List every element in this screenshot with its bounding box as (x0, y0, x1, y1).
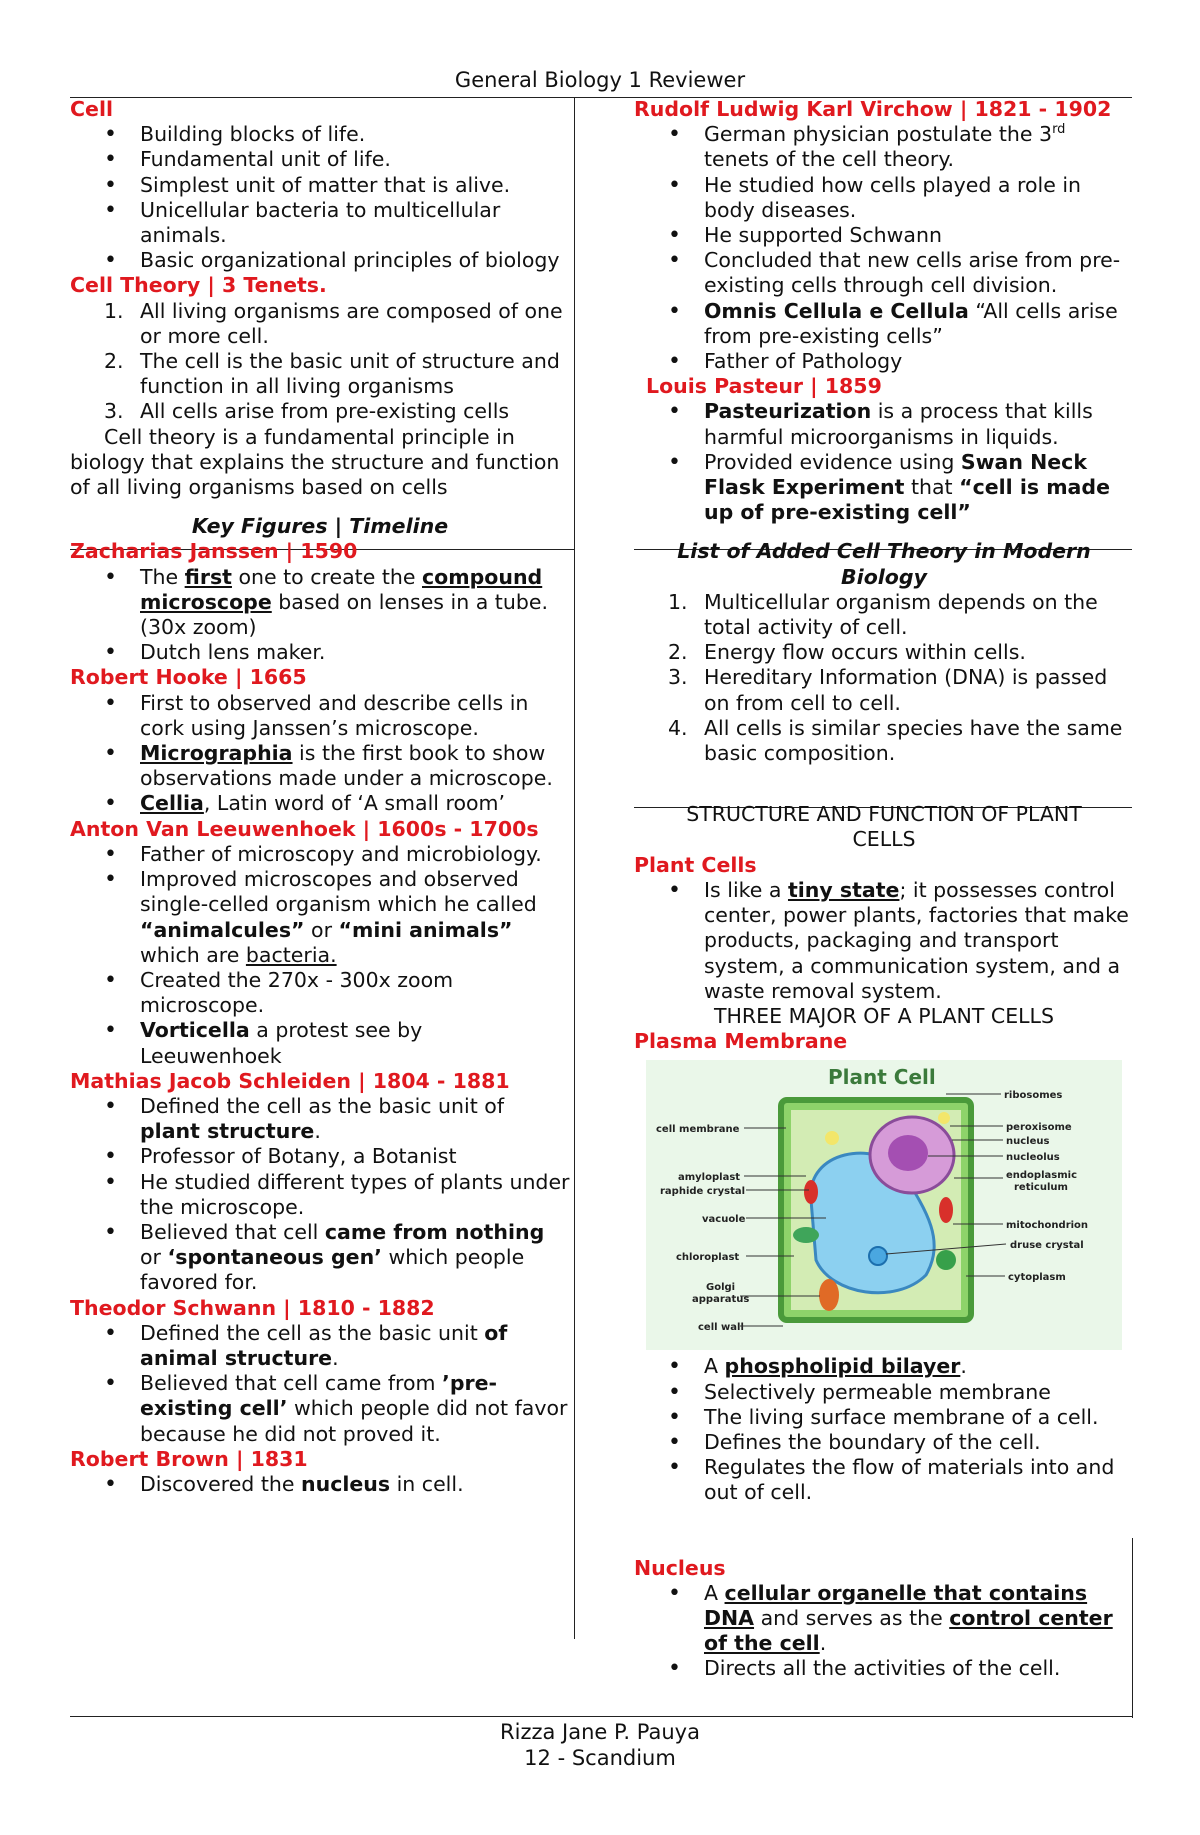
plant-cells-heading: Plant Cells (634, 852, 757, 877)
list-item: • Provided evidence using Swan Neck Flask Experiment that “cell is made up of pre-existing cell” (634, 450, 1134, 526)
label-ribosomes: ribosomes (1004, 1090, 1063, 1102)
timeline-heading: Key Figures | Timeline (191, 514, 449, 539)
list-item: 2. Energy flow occurs within cells. (668, 640, 1026, 665)
label-druse: druse crystal (1010, 1240, 1084, 1252)
label-golgi-2: apparatus (692, 1294, 750, 1306)
pasteur-list (634, 399, 1134, 525)
list-item: • Simplest unit of matter that is alive. (70, 173, 570, 198)
list-item: • Concluded that new cells arise from pre-existing cells through cell division. (634, 248, 1134, 298)
list-item: • The first one to create the compound microscope based on lenses in a tube. (30x zoom) (70, 565, 570, 641)
list-item: • Defined the cell as the basic unit of plant structure. (70, 1094, 570, 1144)
list-item: • Defined the cell as the basic unit of animal structure. (70, 1321, 570, 1371)
nucleus-list (634, 1581, 1134, 1682)
list-item: • Pasteurization is a process that kills harmful microorganisms in liquids. (634, 399, 1134, 449)
plant-cell-diagram (646, 1060, 1122, 1350)
label-golgi-1: Golgi (706, 1282, 736, 1294)
diagram-title: Plant Cell (828, 1065, 936, 1090)
list-item: 2. The cell is the basic unit of structure and function in all living organisms (104, 349, 560, 399)
pasteur-heading: Louis Pasteur | 1859 (646, 374, 882, 399)
label-chloroplast: chloroplast (676, 1252, 740, 1264)
list-item: • A cellular organelle that contains DNA and serves as the control center of the cell. (634, 1581, 1134, 1657)
label-raphide: raphide crystal (660, 1186, 746, 1198)
cell-heading: Cell (70, 97, 114, 121)
page-title: General Biology 1 Reviewer (454, 68, 746, 92)
list-item: • Directs all the activities of the cell. (634, 1656, 1134, 1681)
list-item: • First to observed and describe cells in cork using Janssen’s microscope. (70, 691, 570, 741)
hooke-list (70, 691, 570, 817)
list-item: • German physician postulate the 3rd tenets of the cell theory. (634, 122, 1134, 172)
plant-structure-heading: STRUCTURE AND FUNCTION OF PLANT CELLS (686, 802, 1082, 852)
list-item: • Building blocks of life. (70, 122, 570, 147)
label-cytoplasm: cytoplasm (1008, 1272, 1066, 1284)
list-item: • He supported Schwann (634, 223, 1134, 248)
list-item: • Regulates the flow of materials into and out of cell. (634, 1455, 1134, 1505)
label-cell-membrane: cell membrane (656, 1124, 740, 1136)
hooke-heading: Robert Hooke | 1665 (70, 665, 307, 690)
list-item: • Father of microscopy and microbiology. (70, 842, 570, 867)
list-item: • Improved microscopes and observed single-celled organism which he called “animalcules” or “mini animals” which are bacteria. (70, 867, 570, 968)
schwann-heading: Theodor Schwann | 1810 - 1882 (70, 1295, 435, 1320)
list-item: • Unicellular bacteria to multicellular animals. (70, 198, 570, 248)
nucleus-heading: Nucleus (634, 1555, 726, 1580)
janssen-heading: Zacharias Janssen | 1590 (70, 539, 358, 564)
right-column (634, 97, 1134, 1682)
three-major-heading: THREE MAJOR OF A PLANT CELLS (713, 1003, 1054, 1028)
added-theory-list (634, 590, 1134, 766)
list-item: • A phospholipid bilayer. (634, 1354, 1134, 1379)
label-er-2: reticulum (1014, 1182, 1068, 1194)
label-nucleolus: nucleolus (1006, 1152, 1060, 1164)
list-item: • Believed that cell came from ’pre-existing cell’ which people did not favor because he did not proved it. (70, 1371, 570, 1447)
list-item: • Omnis Cellula e Cellula “All cells arise from pre-existing cells” (634, 299, 1134, 349)
brown-heading: Robert Brown | 1831 (70, 1446, 308, 1471)
footer-rule (70, 1716, 1132, 1717)
label-nucleus: nucleus (1006, 1136, 1050, 1148)
leeuwenhoek-heading: Anton Van Leeuwenhoek | 1600s - 1700s (70, 816, 539, 841)
left-column (70, 97, 570, 1497)
list-item: • Cellia, Latin word of ‘A small room’ (70, 791, 570, 816)
added-theory-heading: List of Added Cell Theory in Modern Biology (677, 539, 1091, 589)
list-item: • He studied different types of plants under the microscope. (70, 1170, 570, 1220)
list-item: • Discovered the nucleus in cell. (70, 1472, 570, 1497)
plasma-membrane-heading: Plasma Membrane (634, 1029, 848, 1054)
list-item: • The living surface membrane of a cell. (634, 1405, 1134, 1430)
list-item: • Father of Pathology (634, 349, 1134, 374)
schwann-list (70, 1321, 570, 1447)
footer-section: 12 - Scandium (524, 1746, 676, 1770)
schleiden-list (70, 1094, 570, 1296)
brown-list (70, 1472, 570, 1497)
cell-theory-paragraph: Cell theory is a fundamental principle in biology that explains the structure and function of all living organisms based on cells (70, 424, 560, 500)
footer-name: Rizza Jane P. Pauya (500, 1720, 700, 1744)
plasma-membrane-list (634, 1354, 1134, 1505)
virchow-heading: Rudolf Ludwig Karl Virchow | 1821 - 1902 (634, 97, 1112, 121)
virchow-list (634, 122, 1134, 374)
label-mitochondrion: mitochondrion (1006, 1220, 1089, 1232)
list-item: • He studied how cells played a role in body diseases. (634, 173, 1134, 223)
leeuwenhoek-list (70, 842, 570, 1069)
label-peroxisome: peroxisome (1006, 1122, 1072, 1134)
column-divider (574, 97, 575, 1639)
label-vacuole: vacuole (702, 1214, 746, 1226)
list-item: 3. All cells arise from pre-existing cells (104, 399, 510, 424)
list-item: • Selectively permeable membrane (634, 1380, 1134, 1405)
label-amyloplast: amyloplast (678, 1172, 741, 1184)
list-item: 3. Hereditary Information (DNA) is passed on from cell to cell. (668, 665, 1108, 715)
list-item: • Vorticella a protest see by Leeuwenhoek (70, 1018, 570, 1068)
label-cell-wall: cell wall (698, 1322, 744, 1334)
list-item: 1. Multicellular organism depends on the total activity of cell. (668, 589, 1098, 640)
plant-cells-list (634, 878, 1134, 1004)
list-item: • Basic organizational principles of biology (70, 248, 570, 273)
list-item: • Is like a tiny state; it possesses control center, power plants, factories that make products, packaging and transport system, a communication system, and a waste removal system. (634, 878, 1134, 1004)
list-item: • Micrographia is the first book to show observations made under a microscope. (70, 741, 570, 791)
cell-list (70, 122, 570, 273)
list-item: • Dutch lens maker. (70, 640, 570, 665)
list-item: 1. All living organisms are composed of one or more cell. (104, 298, 563, 348)
label-er-1: endoplasmic (1006, 1170, 1077, 1182)
list-item: 4. All cells is similar species have the same basic composition. (668, 715, 1123, 766)
schleiden-heading: Mathias Jacob Schleiden | 1804 - 1881 (70, 1068, 510, 1093)
janssen-list (70, 565, 570, 666)
list-item: • Fundamental unit of life. (70, 147, 570, 172)
list-item: • Created the 270x - 300x zoom microscope. (70, 968, 570, 1018)
list-item: • Believed that cell came from nothing or ‘spontaneous gen’ which people favored for. (70, 1220, 570, 1296)
cell-theory-heading: Cell Theory | 3 Tenets. (70, 273, 327, 298)
list-item: • Professor of Botany, a Botanist (70, 1144, 570, 1169)
list-item: • Defines the boundary of the cell. (634, 1430, 1134, 1455)
cell-theory-list (70, 299, 570, 425)
